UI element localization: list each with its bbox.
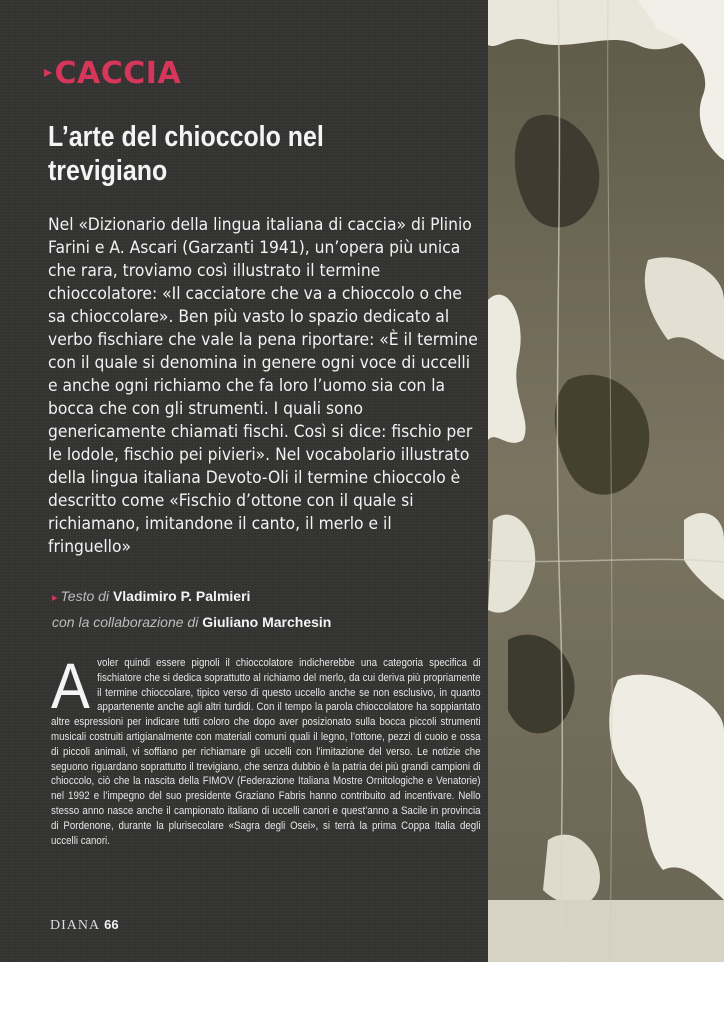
collaborator-name: Giuliano Marchesin — [202, 614, 332, 630]
lead-paragraph: Nel «Dizionario della lingua italiana di caccia» di Plinio Farini e A. Ascari (Garzanti 1941), un’opera più unica che rara, troviamo così illustrato il termine chioccolatore: «Il cacciatore che va a chioccolo o che sa chioccolare». Ben più vasto lo spazio dedicato al verbo fischiare che vale la pena riportare: «È il termine con il quale si denomina in genere ogni voce di uccelli e anche ogni richiamo che fa loro l’uomo sia con la bocca che con gli strumenti. I quali sono genericamente chiamati fischi. Così si dice: fischio per le lodole, fischio pei pivieri». Nel vocabolario illustrato della lingua italiana Devoto-Oli il termine chioccolo è descritto come «Fischio d’ottone con il quale si richiamano, imitandone il canto, il merlo e il fringuello» — [48, 215, 478, 557]
author-line — [52, 584, 331, 610]
article-title: L’arte del chioccolo nel trevigiano — [48, 121, 324, 187]
page-footer — [50, 917, 119, 934]
body-text — [51, 650, 481, 848]
photo-image — [488, 0, 724, 962]
author-name: Vladimiro P. Palmieri — [112, 588, 251, 604]
magazine-name: DIANA — [50, 918, 101, 933]
section-header — [44, 56, 181, 91]
page-bottom-margin — [0, 962, 724, 1024]
collaborator-line — [52, 610, 331, 634]
body-paragraph: voler quindi essere pignoli il chioccolatore indicherebbe una categoria specifica di fischiatore che si dedica soprattutto al richiamo del merlo, da cui deriva più propriamente il termine chioccolare, tipico verso di questo uccello anche se non esclusivo, in quanto appartenente anche agli altri turdidi. Con il tempo la parola chioccolatore ha soppiantato altre espressioni per indicare tutti coloro che dopo aver posizionato sulla bocca piccoli strumenti musicali costruiti artigianalmente con materiali comuni quali il legno, l’ottone, pezzi di cuoio e ossa di piccoli animali, vi soffiano per richiamare gli uccelli con l’imitazione del verso. Le notizie che seguono riguardano soprattutto il trevigiano, che senza dubbio è la patria dei più grandi campioni di chioccolo, ciò che la nascita della FIMOV (Federazione Italiana Mostre Ornitologiche e Venatorie) nel 1992 e l’impegno del suo presidente Graziano Fabris hanno contribuito ad incentivare. Nello stesso anno nasce anche il campionato italiano di uccelli canori e quest’anno a Sacile in provincia di Pordenone, durante la plurisecolare «Sagra degli Osei», si terrà la prima Coppa Italia degli uccelli canori. — [51, 657, 481, 847]
section-marker: ▸ — [44, 62, 53, 81]
section-label: CACCIA — [54, 56, 182, 91]
credits-marker: ▸ — [52, 592, 58, 604]
page-number: 66 — [104, 917, 119, 932]
author-prefix: Testo di — [60, 588, 110, 604]
article-credits — [52, 584, 331, 634]
archival-photo — [488, 0, 724, 962]
collaborator-prefix: con la collaborazione di — [52, 614, 199, 630]
drop-cap: A — [51, 650, 90, 722]
